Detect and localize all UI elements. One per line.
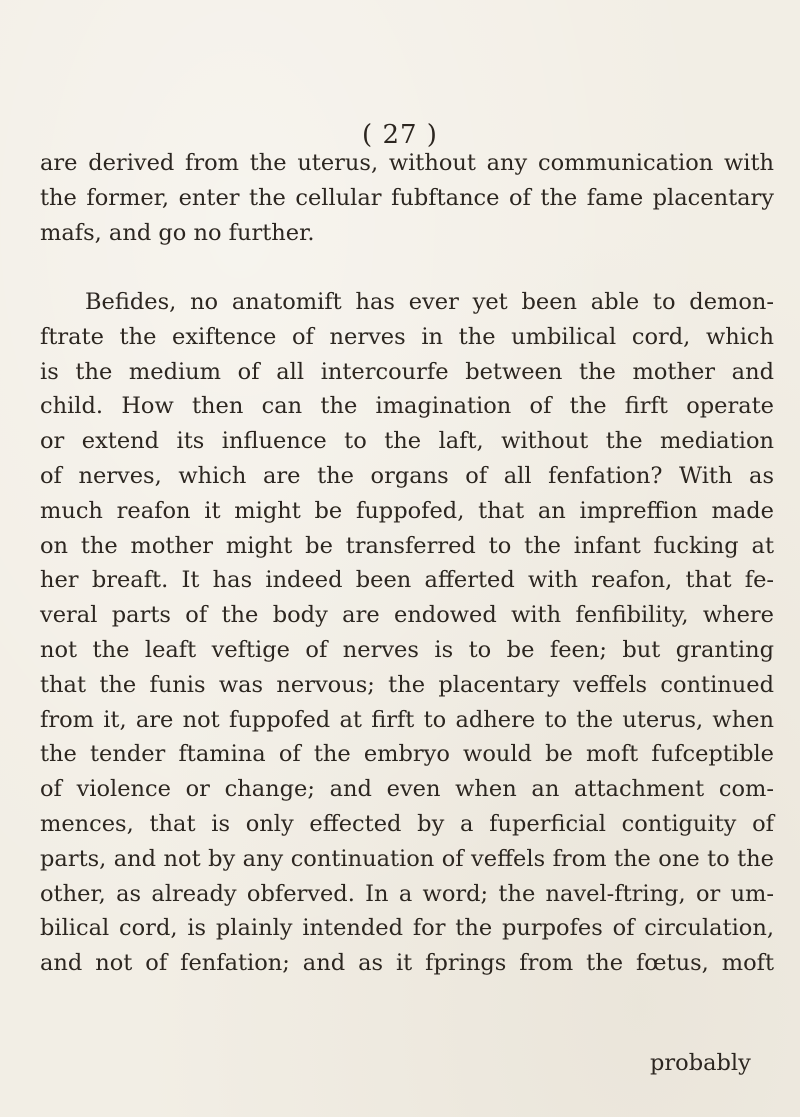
text-line: parts, and not by any continuation of veffels from the one to the: [40, 845, 774, 872]
text-line: mences, that is only effected by a fuperficial contiguity of: [40, 810, 774, 837]
text-line: mafs, and go no further.: [40, 219, 315, 246]
paragraph: [40, 285, 774, 981]
paragraph-continuation: [40, 146, 774, 250]
text-line: from it, are not fuppofed at firft to adhere to the uterus, when: [40, 706, 774, 733]
text-line: child. How then can the imagination of the firft operate: [40, 393, 774, 420]
text-line: the tender ftamina of the embryo would be moft fufceptible: [40, 741, 774, 768]
text-line: that the funis was nervous; the placentary veffels continued: [40, 671, 774, 698]
text-line: of violence or change; and even when an attachment com-: [40, 776, 774, 803]
text-line: much reafon it might be fuppofed, that an impreffion made: [40, 497, 774, 524]
text-line: ftrate the exiftence of nerves in the umbilical cord, which: [40, 323, 774, 350]
catchword: probably: [650, 1050, 751, 1076]
text-line: other, as already obferved. In a word; the navel-ftring, or um-: [40, 880, 774, 907]
text-line: veral parts of the body are endowed with fenfibility, where: [40, 602, 774, 629]
text-line: are derived from the uterus, without any communication with: [40, 150, 774, 176]
text-line: Befides, no anatomift has ever yet been able to demon-: [85, 289, 774, 315]
text-line: is the medium of all intercourfe between the mother and: [40, 358, 774, 385]
text-line: and not of fenfation; and as it fprings from the fœtus, moft: [40, 950, 774, 977]
text-line: of nerves, which are the organs of all fenfation? With as: [40, 462, 774, 489]
text-line: the former, enter the cellular fubftance of the fame placentary: [40, 184, 774, 211]
page-number: ( 27 ): [362, 120, 438, 150]
text-line: or extend its influence to the laft, without the mediation: [40, 428, 774, 455]
text-line: bilical cord, is plainly intended for the purpofes of circulation,: [40, 915, 774, 942]
text-line: on the mother might be transferred to the infant fucking at: [40, 532, 774, 559]
text-line: her breaft. It has indeed been afferted with reafon, that fe-: [40, 567, 774, 594]
text-line: not the leaft veftige of nerves is to be feen; but granting: [40, 636, 774, 663]
